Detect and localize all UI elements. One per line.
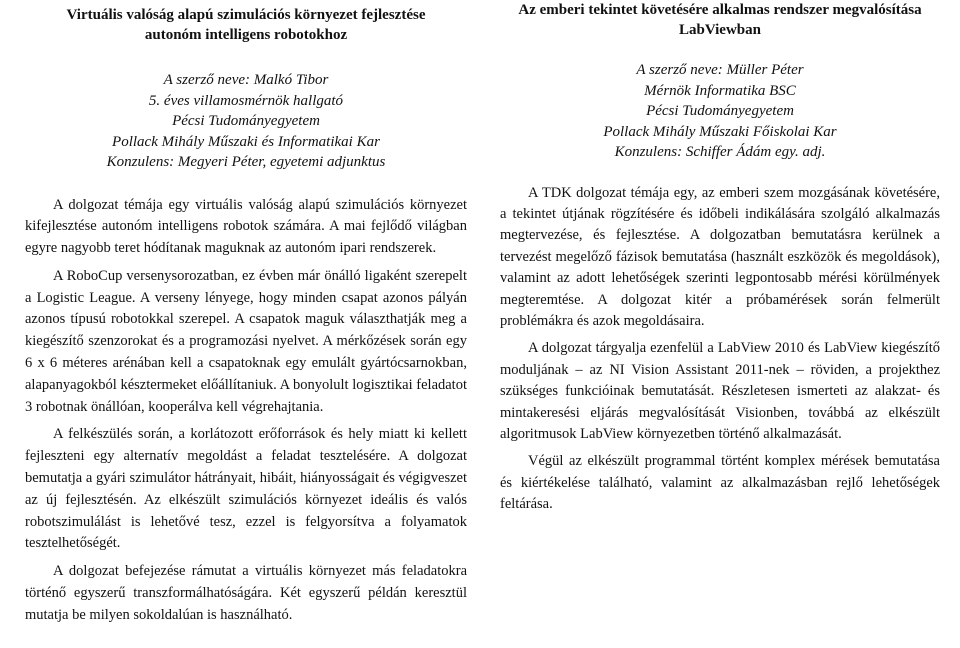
- left-author-year: 5. éves villamosmérnök hallgató: [148, 92, 344, 109]
- left-paragraph: A RoboCup versenysorozatban, ez évben már önálló ligaként szerepelt a Logistic League. A verseny lényege, hogy minden csapat azonos pályán azonos típusú robotokkal szerepel. A csapatok maguk választhatják meg a kiegészítő szenzorokat és a programozási nyelvet. A mérkőzések során egy 6 x 6 méteres arénában kell a csapatoknak egy emulált gyártócsarnokban, alapanyagokból késztermeket előállítaniuk. A bonyolult logisztikai feladatot 3 robotnak önállóan, kooperálva kell végrehajtania.: [25, 267, 467, 415]
- left-paragraph: A dolgozat témája egy virtuális valóság alapú szimulációs környezet kifejlesztése autonóm intelligens robotok számára. A mai fejlődő világban egyre nagyobb teret hódítanak maguknak az autonóm ipari rendszerek.: [25, 196, 467, 257]
- right-paragraph: A dolgozat tárgyalja ezenfelül a LabView 2010 és LabView kiegészítő moduljának – az NI Vision Assistant 2011-nek – röviden, a projekthez szükséges funkcióinak bemutatását. Részletesen ismerteti az alakzat- és mintakeresési eljárás megvalósítását Visionben, továbbá az elkészült algoritmusok LabView környezetben történő alkalmazását.: [500, 340, 940, 442]
- right-supervisor: Konzulens: Schiffer Ádám egy. adj.: [614, 144, 826, 160]
- left-title-line: Virtuális valóság alapú szimulációs környezet fejlesztése: [66, 7, 426, 23]
- right-university: Pécsi Tudományegyetem: [646, 103, 794, 119]
- left-abstract: [25, 195, 467, 627]
- right-title-line: Az emberi tekintet követésére alkalmas rendszer megvalósítása: [518, 2, 922, 18]
- left-author-name: A szerző neve: Malkó Tibor: [163, 72, 329, 88]
- left-university: Pécsi Tudományegyetem: [172, 113, 320, 129]
- right-article: [500, 0, 940, 522]
- left-title: [25, 0, 467, 45]
- right-title-line: LabViewban: [679, 22, 761, 38]
- left-paragraph: A felkészülés során, a korlátozott erőforrások és hely miatt ki kellett fejleszteni egy alternatív megoldást a feladat tesztelésére. A dolgozat bemutatja a gyári szimulátor hátrányait, hibáit, hiányosságait és végigveszet az új fejlesztésén. Az elkészült szimulációs környezet ideális és valós robotszimulálást is lehetővé tesz, ezzel is felgyorsítva a folyamatok tesztelhetőségét.: [25, 426, 467, 552]
- right-author-info: [500, 60, 940, 163]
- right-paragraph: Végül az elkészült programmal történt komplex mérések bemutatása és kiértékelése található, valamint az alkalmazásban rejlő lehetőségek feltárása.: [500, 453, 940, 513]
- right-author-name: A szerző neve: Müller Péter: [636, 62, 804, 78]
- left-faculty: Pollack Mihály Műszaki és Informatikai Kar: [112, 133, 380, 150]
- left-article: [25, 0, 467, 633]
- right-abstract: [500, 183, 940, 516]
- left-title-line: autonóm intelligens robotokhoz: [144, 27, 348, 43]
- left-supervisor: Konzulens: Megyeri Péter, egyetemi adjunktus: [106, 154, 386, 170]
- left-author-info: [25, 70, 467, 173]
- right-program: Mérnök Informatika BSC: [644, 82, 796, 99]
- right-faculty: Pollack Mihály Műszaki Főiskolai Kar: [603, 123, 837, 140]
- right-paragraph: A TDK dolgozat témája egy, az emberi szem mozgásának követésére, a tekintet útjának rögzítésére és időbeli indikálására szolgáló alkalmazás megtervezése, és fejlesztése. A dolgozatban bemutatásra kerülnek a tervezést megelőző fázisok bemutatása (használt eszközök és megoldások), valamint az adott lehetőségek szerinti legpontosabb mérési körülmények megteremtése. A dolgozat kitér a próbamérések során felmerült problémákra és azok megoldásaira.: [500, 184, 940, 329]
- left-paragraph: A dolgozat befejezése rámutat a virtuális környezet más feladatokra történő egyszerű transzformálhatóságára. Két egyszerű példán keresztül mutatja be milyen sokoldalúan is használható.: [25, 563, 467, 623]
- right-title: [500, 0, 940, 40]
